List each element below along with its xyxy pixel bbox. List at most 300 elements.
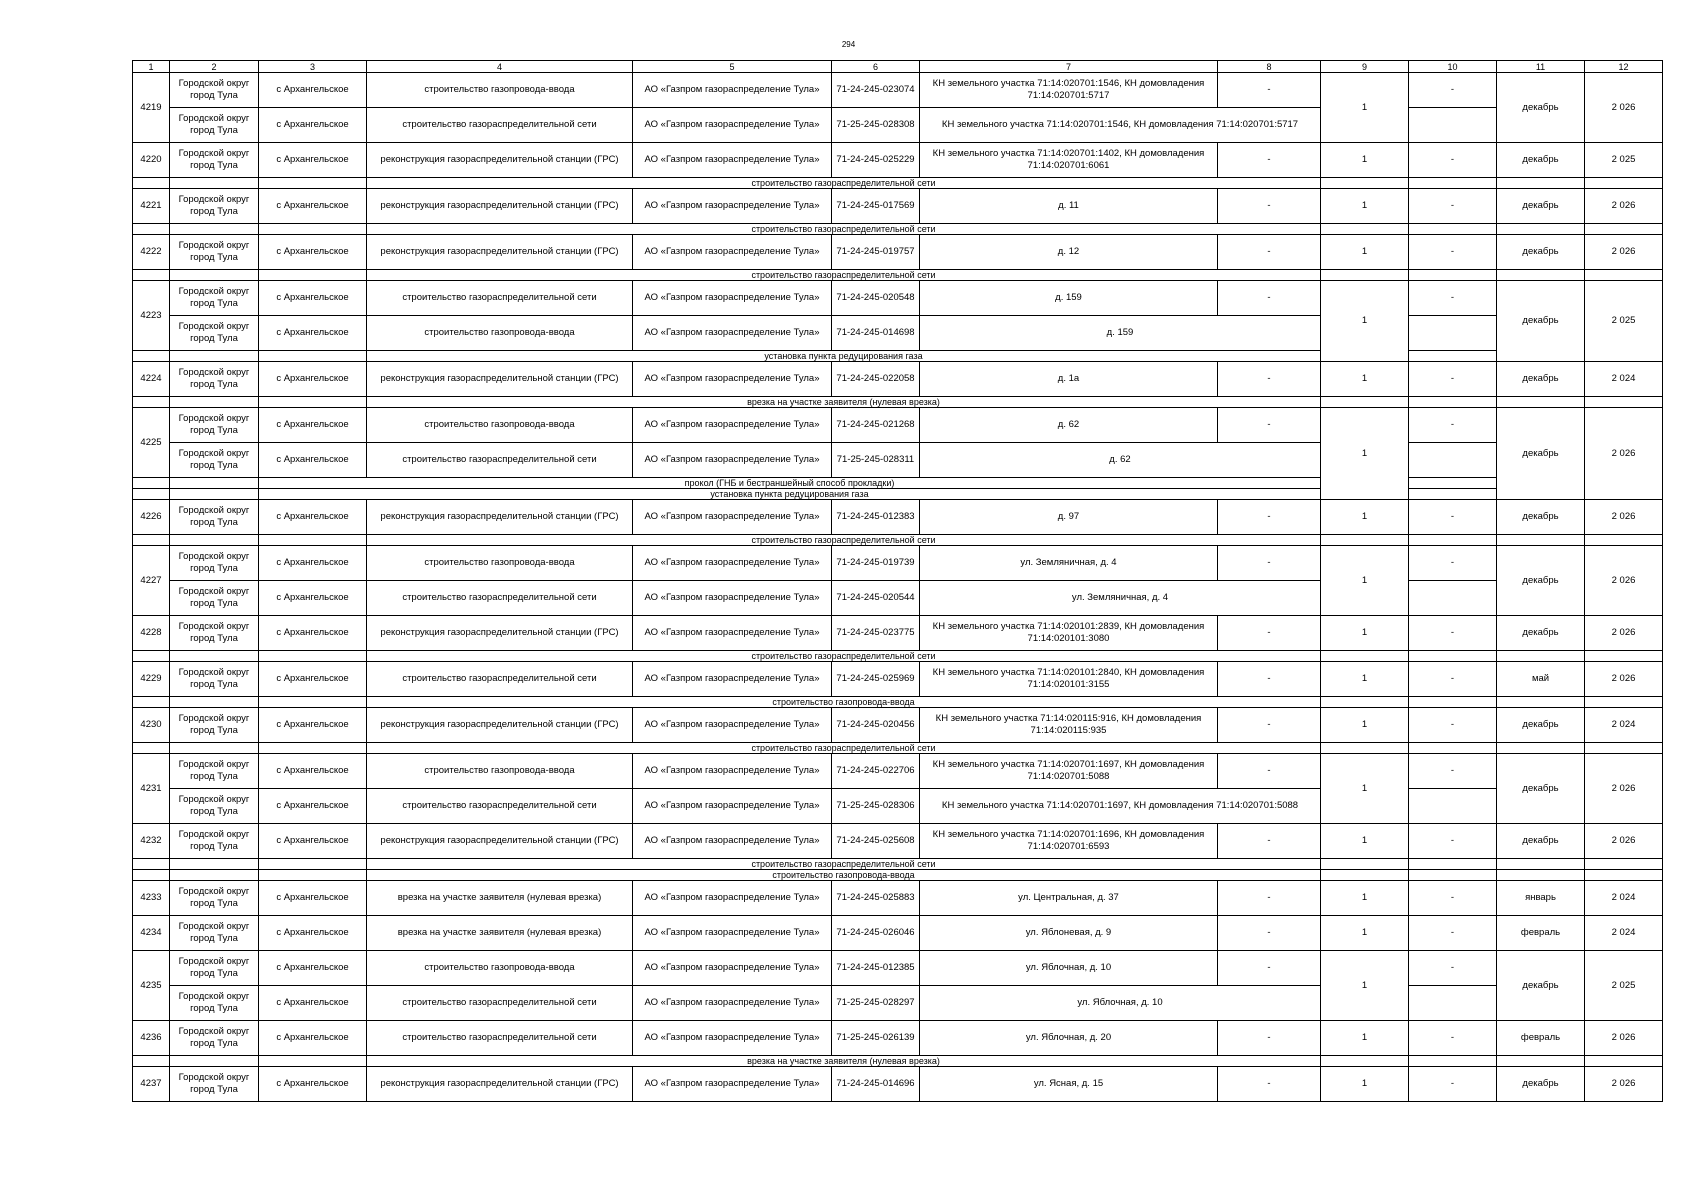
company-cell: АО «Газпром газораспределение Тула» (633, 581, 832, 616)
row-number: 4226 (133, 500, 170, 535)
column-header: 5 (633, 61, 832, 73)
empty-cell (1497, 1056, 1585, 1067)
locality-cell: с Архангельское (259, 916, 367, 951)
locality-cell: с Архангельское (259, 500, 367, 535)
code-cell: 71-24-245-025229 (832, 143, 920, 178)
column-header: 6 (832, 61, 920, 73)
empty-cell (1409, 178, 1497, 189)
section-row (133, 178, 1663, 189)
section-row (133, 651, 1663, 662)
quantity-cell: 1 (1321, 546, 1409, 616)
locality-cell: с Архангельское (259, 789, 367, 824)
year-cell: 2 026 (1585, 662, 1663, 697)
year-cell: 2 025 (1585, 143, 1663, 178)
section-label: прокол (ГНБ и бестраншейный способ прокладки) (259, 478, 1321, 489)
company-cell: АО «Газпром газораспределение Тула» (633, 662, 832, 697)
empty-cell (1497, 397, 1585, 408)
row-number: 4233 (133, 881, 170, 916)
year-cell: 2 026 (1585, 73, 1663, 143)
company-cell: АО «Газпром газораспределение Тула» (633, 281, 832, 316)
company-cell: АО «Газпром газораспределение Тула» (633, 546, 832, 581)
empty-cell (1585, 270, 1663, 281)
column-header: 8 (1218, 61, 1321, 73)
company-cell: АО «Газпром газораспределение Тула» (633, 754, 832, 789)
address-cell: КН земельного участка 71:14:020101:2840, КН домовладения 71:14:020101:3155 (920, 662, 1218, 697)
empty-cell (133, 651, 170, 662)
address-cell: д. 11 (920, 189, 1218, 224)
table-row (133, 443, 1663, 478)
month-cell: февраль (1497, 916, 1585, 951)
empty-cell (1497, 870, 1585, 881)
work-type-cell: строительство газопровода-ввода (367, 73, 633, 108)
empty-cell (133, 859, 170, 870)
work-type-cell: врезка на участке заявителя (нулевая врезка) (367, 916, 633, 951)
code-cell: 71-24-245-023775 (832, 616, 920, 651)
work-type-cell: реконструкция газораспределительной станции (ГРС) (367, 1067, 633, 1102)
empty-cell (133, 697, 170, 708)
table-row (133, 951, 1663, 986)
locality-cell: с Архангельское (259, 951, 367, 986)
table-row (133, 754, 1663, 789)
month-cell: декабрь (1497, 362, 1585, 397)
col10-cell (1409, 316, 1497, 351)
table-row (133, 616, 1663, 651)
work-type-cell: строительство газопровода-ввода (367, 316, 633, 351)
col8-cell: - (1218, 754, 1321, 789)
table-row (133, 1021, 1663, 1056)
row-number: 4224 (133, 362, 170, 397)
empty-cell (1409, 108, 1497, 143)
empty-cell (1497, 651, 1585, 662)
row-number: 4223 (133, 281, 170, 351)
work-type-cell: строительство газопровода-ввода (367, 951, 633, 986)
year-cell: 2 026 (1585, 235, 1663, 270)
empty-cell (1409, 859, 1497, 870)
quantity-cell: 1 (1321, 235, 1409, 270)
code-cell: 71-24-245-023074 (832, 73, 920, 108)
empty-cell (259, 743, 367, 754)
municipality-cell: Городской округ город Тула (170, 754, 259, 789)
section-label: строительство газораспределительной сети (367, 743, 1321, 754)
empty-cell (259, 1056, 367, 1067)
address-cell: КН земельного участка 71:14:020701:1402, КН домовладения 71:14:020701:6061 (920, 143, 1218, 178)
locality-cell: с Архангельское (259, 824, 367, 859)
company-cell: АО «Газпром газораспределение Тула» (633, 316, 832, 351)
row-number: 4236 (133, 1021, 170, 1056)
year-cell: 2 026 (1585, 189, 1663, 224)
address-cell: д. 159 (920, 316, 1321, 351)
code-cell: 71-24-245-022706 (832, 754, 920, 789)
section-row (133, 859, 1663, 870)
quantity-cell: 1 (1321, 189, 1409, 224)
month-cell: декабрь (1497, 143, 1585, 178)
empty-cell (1585, 651, 1663, 662)
row-number: 4222 (133, 235, 170, 270)
quantity-cell: 1 (1321, 616, 1409, 651)
empty-cell (170, 743, 259, 754)
col10-cell (1409, 443, 1497, 478)
empty-cell (259, 397, 367, 408)
month-cell: декабрь (1497, 500, 1585, 535)
empty-cell (1321, 651, 1409, 662)
data-table (132, 60, 1663, 1102)
empty-cell (133, 178, 170, 189)
municipality-cell: Городской округ город Тула (170, 546, 259, 581)
month-cell: декабрь (1497, 754, 1585, 824)
municipality-cell: Городской округ город Тула (170, 708, 259, 743)
empty-cell (259, 870, 367, 881)
work-type-cell: реконструкция газораспределительной станции (ГРС) (367, 362, 633, 397)
col10-cell: - (1409, 824, 1497, 859)
municipality-cell: Городской округ город Тула (170, 1021, 259, 1056)
empty-cell (259, 224, 367, 235)
work-type-cell: реконструкция газораспределительной станции (ГРС) (367, 189, 633, 224)
quantity-cell: 1 (1321, 408, 1409, 500)
row-number: 4234 (133, 916, 170, 951)
col10-cell: - (1409, 708, 1497, 743)
empty-cell (1409, 651, 1497, 662)
table-row (133, 546, 1663, 581)
section-row (133, 743, 1663, 754)
empty-cell (133, 224, 170, 235)
address-cell: д. 62 (920, 443, 1321, 478)
address-cell: КН земельного участка 71:14:020701:1546, КН домовладения 71:14:020701:5717 (920, 73, 1218, 108)
company-cell: АО «Газпром газораспределение Тула» (633, 108, 832, 143)
section-label: строительство газопровода-ввода (367, 870, 1321, 881)
address-cell: д. 159 (920, 281, 1218, 316)
col8-cell: - (1218, 616, 1321, 651)
empty-cell (133, 743, 170, 754)
code-cell: 71-24-245-020544 (832, 581, 920, 616)
municipality-cell: Городской округ город Тула (170, 73, 259, 108)
work-type-cell: реконструкция газораспределительной станции (ГРС) (367, 616, 633, 651)
col10-cell: - (1409, 281, 1497, 316)
month-cell: декабрь (1497, 824, 1585, 859)
section-row (133, 397, 1663, 408)
section-label: строительство газораспределительной сети (367, 535, 1321, 546)
empty-cell (170, 651, 259, 662)
year-cell: 2 026 (1585, 1021, 1663, 1056)
col10-cell: - (1409, 362, 1497, 397)
company-cell: АО «Газпром газораспределение Тула» (633, 143, 832, 178)
work-type-cell: реконструкция газораспределительной станции (ГРС) (367, 235, 633, 270)
empty-cell (133, 397, 170, 408)
locality-cell: с Архангельское (259, 986, 367, 1021)
company-cell: АО «Газпром газораспределение Тула» (633, 824, 832, 859)
locality-cell: с Архангельское (259, 143, 367, 178)
empty-cell (1321, 1056, 1409, 1067)
col8-cell: - (1218, 824, 1321, 859)
year-cell: 2 026 (1585, 500, 1663, 535)
locality-cell: с Архангельское (259, 708, 367, 743)
row-number: 4220 (133, 143, 170, 178)
table-row (133, 581, 1663, 616)
work-type-cell: строительство газораспределительной сети (367, 986, 633, 1021)
row-number: 4232 (133, 824, 170, 859)
code-cell: 71-24-245-020548 (832, 281, 920, 316)
year-cell: 2 026 (1585, 824, 1663, 859)
quantity-cell: 1 (1321, 1067, 1409, 1102)
company-cell: АО «Газпром газораспределение Тула» (633, 916, 832, 951)
municipality-cell: Городской округ город Тула (170, 189, 259, 224)
empty-cell (170, 489, 259, 500)
locality-cell: с Архангельское (259, 1067, 367, 1102)
locality-cell: с Архангельское (259, 108, 367, 143)
row-number: 4231 (133, 754, 170, 824)
section-label: установка пункта редуцирования газа (259, 489, 1321, 500)
work-type-cell: реконструкция газораспределительной станции (ГРС) (367, 824, 633, 859)
month-cell: декабрь (1497, 1067, 1585, 1102)
quantity-cell: 1 (1321, 1021, 1409, 1056)
municipality-cell: Городской округ город Тула (170, 986, 259, 1021)
empty-cell (1497, 743, 1585, 754)
address-cell: д. 62 (920, 408, 1218, 443)
col10-cell: - (1409, 754, 1497, 789)
col8-cell: - (1218, 362, 1321, 397)
col10-cell (1409, 986, 1497, 1021)
empty-cell (1585, 697, 1663, 708)
municipality-cell: Городской округ город Тула (170, 951, 259, 986)
empty-cell (1321, 859, 1409, 870)
code-cell: 71-24-245-021268 (832, 408, 920, 443)
col10-cell: - (1409, 408, 1497, 443)
empty-cell (1321, 697, 1409, 708)
section-row (133, 535, 1663, 546)
empty-cell (1585, 178, 1663, 189)
locality-cell: с Архангельское (259, 546, 367, 581)
work-type-cell: строительство газораспределительной сети (367, 443, 633, 478)
municipality-cell: Городской округ город Тула (170, 143, 259, 178)
col8-cell: - (1218, 143, 1321, 178)
col10-cell (1409, 478, 1497, 489)
municipality-cell: Городской округ город Тула (170, 108, 259, 143)
section-label: врезка на участке заявителя (нулевая врезка) (367, 1056, 1321, 1067)
section-row (133, 1056, 1663, 1067)
locality-cell: с Архангельское (259, 881, 367, 916)
col10-cell: - (1409, 1021, 1497, 1056)
work-type-cell: строительство газопровода-ввода (367, 408, 633, 443)
quantity-cell: 1 (1321, 73, 1409, 143)
col8-cell: - (1218, 73, 1321, 108)
quantity-cell: 1 (1321, 362, 1409, 397)
work-type-cell: строительство газораспределительной сети (367, 108, 633, 143)
work-type-cell: строительство газораспределительной сети (367, 662, 633, 697)
table-row (133, 281, 1663, 316)
empty-cell (170, 859, 259, 870)
company-cell: АО «Газпром газораспределение Тула» (633, 189, 832, 224)
table-row (133, 235, 1663, 270)
code-cell: 71-24-245-019739 (832, 546, 920, 581)
address-cell: ул. Земляничная, д. 4 (920, 546, 1218, 581)
empty-cell (1585, 397, 1663, 408)
municipality-cell: Городской округ город Тула (170, 789, 259, 824)
work-type-cell: врезка на участке заявителя (нулевая врезка) (367, 881, 633, 916)
company-cell: АО «Газпром газораспределение Тула» (633, 443, 832, 478)
municipality-cell: Городской округ город Тула (170, 581, 259, 616)
empty-cell (1321, 397, 1409, 408)
col8-cell: - (1218, 408, 1321, 443)
table-row (133, 789, 1663, 824)
company-cell: АО «Газпром газораспределение Тула» (633, 708, 832, 743)
municipality-cell: Городской округ город Тула (170, 1067, 259, 1102)
table-row (133, 408, 1663, 443)
empty-cell (133, 870, 170, 881)
locality-cell: с Архангельское (259, 73, 367, 108)
row-number: 4229 (133, 662, 170, 697)
col10-cell: - (1409, 881, 1497, 916)
table-row (133, 881, 1663, 916)
month-cell: декабрь (1497, 189, 1585, 224)
table-row (133, 500, 1663, 535)
column-header: 11 (1497, 61, 1585, 73)
empty-cell (170, 478, 259, 489)
month-cell: декабрь (1497, 281, 1585, 362)
work-type-cell: реконструкция газораспределительной станции (ГРС) (367, 500, 633, 535)
table-row (133, 189, 1663, 224)
year-cell: 2 025 (1585, 951, 1663, 1021)
empty-cell (170, 697, 259, 708)
empty-cell (259, 651, 367, 662)
empty-cell (259, 697, 367, 708)
locality-cell: с Архангельское (259, 581, 367, 616)
empty-cell (1321, 224, 1409, 235)
code-cell: 71-24-245-012383 (832, 500, 920, 535)
empty-cell (1409, 224, 1497, 235)
code-cell: 71-24-245-017569 (832, 189, 920, 224)
address-cell: КН земельного участка 71:14:020101:2839, КН домовладения 71:14:020101:3080 (920, 616, 1218, 651)
section-label: строительство газораспределительной сети (367, 270, 1321, 281)
col10-cell: - (1409, 662, 1497, 697)
address-cell: КН земельного участка 71:14:020701:1697, КН домовладения 71:14:020701:5088 (920, 754, 1218, 789)
code-cell: 71-24-245-026046 (832, 916, 920, 951)
year-cell: 2 024 (1585, 708, 1663, 743)
code-cell: 71-25-245-026139 (832, 1021, 920, 1056)
empty-cell (259, 535, 367, 546)
empty-cell (1497, 697, 1585, 708)
locality-cell: с Архангельское (259, 754, 367, 789)
quantity-cell: 1 (1321, 708, 1409, 743)
address-cell: ул. Ясная, д. 15 (920, 1067, 1218, 1102)
company-cell: АО «Газпром газораспределение Тула» (633, 500, 832, 535)
row-number: 4227 (133, 546, 170, 616)
code-cell: 71-25-245-028311 (832, 443, 920, 478)
empty-cell (1321, 870, 1409, 881)
empty-cell (1409, 1056, 1497, 1067)
municipality-cell: Городской округ город Тула (170, 408, 259, 443)
company-cell: АО «Газпром газораспределение Тула» (633, 362, 832, 397)
table-row (133, 986, 1663, 1021)
column-header-row (133, 61, 1663, 73)
year-cell: 2 026 (1585, 1067, 1663, 1102)
address-cell: д. 1а (920, 362, 1218, 397)
month-cell: декабрь (1497, 546, 1585, 616)
table-row (133, 316, 1663, 351)
empty-cell (170, 1056, 259, 1067)
code-cell: 71-24-245-019757 (832, 235, 920, 270)
quantity-cell: 1 (1321, 143, 1409, 178)
address-cell: КН земельного участка 71:14:020701:1696, КН домовладения 71:14:020701:6593 (920, 824, 1218, 859)
municipality-cell: Городской округ город Тула (170, 316, 259, 351)
empty-cell (1585, 224, 1663, 235)
locality-cell: с Архангельское (259, 362, 367, 397)
quantity-cell: 1 (1321, 754, 1409, 824)
municipality-cell: Городской округ город Тула (170, 824, 259, 859)
quantity-cell: 1 (1321, 951, 1409, 1021)
col8-cell: - (1218, 1021, 1321, 1056)
empty-cell (170, 270, 259, 281)
col8-cell: - (1218, 281, 1321, 316)
col10-cell: - (1409, 951, 1497, 986)
row-number: 4235 (133, 951, 170, 1021)
locality-cell: с Архангельское (259, 316, 367, 351)
section-label: строительство газораспределительной сети (367, 859, 1321, 870)
locality-cell: с Архангельское (259, 189, 367, 224)
company-cell: АО «Газпром газораспределение Тула» (633, 789, 832, 824)
work-type-cell: строительство газораспределительной сети (367, 581, 633, 616)
empty-cell (1409, 870, 1497, 881)
code-cell: 71-24-245-025883 (832, 881, 920, 916)
municipality-cell: Городской округ город Тула (170, 616, 259, 651)
row-number: 4225 (133, 408, 170, 478)
company-cell: АО «Газпром газораспределение Тула» (633, 986, 832, 1021)
address-cell: ул. Центральная, д. 37 (920, 881, 1218, 916)
col10-cell (1409, 489, 1497, 500)
empty-cell (1585, 535, 1663, 546)
company-cell: АО «Газпром газораспределение Тула» (633, 73, 832, 108)
year-cell: 2 024 (1585, 916, 1663, 951)
code-cell: 71-25-245-028306 (832, 789, 920, 824)
company-cell: АО «Газпром газораспределение Тула» (633, 616, 832, 651)
municipality-cell: Городской округ город Тула (170, 881, 259, 916)
month-cell: январь (1497, 881, 1585, 916)
empty-cell (170, 224, 259, 235)
company-cell: АО «Газпром газораспределение Тула» (633, 408, 832, 443)
quantity-cell: 1 (1321, 500, 1409, 535)
address-cell: ул. Земляничная, д. 4 (920, 581, 1321, 616)
locality-cell: с Архангельское (259, 1021, 367, 1056)
year-cell: 2 026 (1585, 408, 1663, 500)
col10-cell: - (1409, 189, 1497, 224)
municipality-cell: Городской округ город Тула (170, 500, 259, 535)
table-row (133, 662, 1663, 697)
work-type-cell: строительство газораспределительной сети (367, 281, 633, 316)
section-row (133, 351, 1663, 362)
empty-cell (1409, 535, 1497, 546)
empty-cell (1497, 859, 1585, 870)
quantity-cell: 1 (1321, 824, 1409, 859)
month-cell: декабрь (1497, 951, 1585, 1021)
company-cell: АО «Газпром газораспределение Тула» (633, 1021, 832, 1056)
code-cell: 71-24-245-025969 (832, 662, 920, 697)
company-cell: АО «Газпром газораспределение Тула» (633, 235, 832, 270)
year-cell: 2 026 (1585, 754, 1663, 824)
code-cell: 71-24-245-012385 (832, 951, 920, 986)
row-number: 4237 (133, 1067, 170, 1102)
code-cell: 71-24-245-014696 (832, 1067, 920, 1102)
col10-cell: - (1409, 73, 1497, 108)
col8-cell: - (1218, 1067, 1321, 1102)
empty-cell (133, 351, 170, 362)
row-number: 4228 (133, 616, 170, 651)
col8-cell: - (1218, 500, 1321, 535)
address-cell: ул. Яблочная, д. 10 (920, 951, 1218, 986)
work-type-cell: строительство газораспределительной сети (367, 1021, 633, 1056)
section-label: строительство газораспределительной сети (367, 178, 1321, 189)
column-header: 10 (1409, 61, 1497, 73)
empty-cell (259, 178, 367, 189)
empty-cell (1409, 397, 1497, 408)
empty-cell (1497, 535, 1585, 546)
